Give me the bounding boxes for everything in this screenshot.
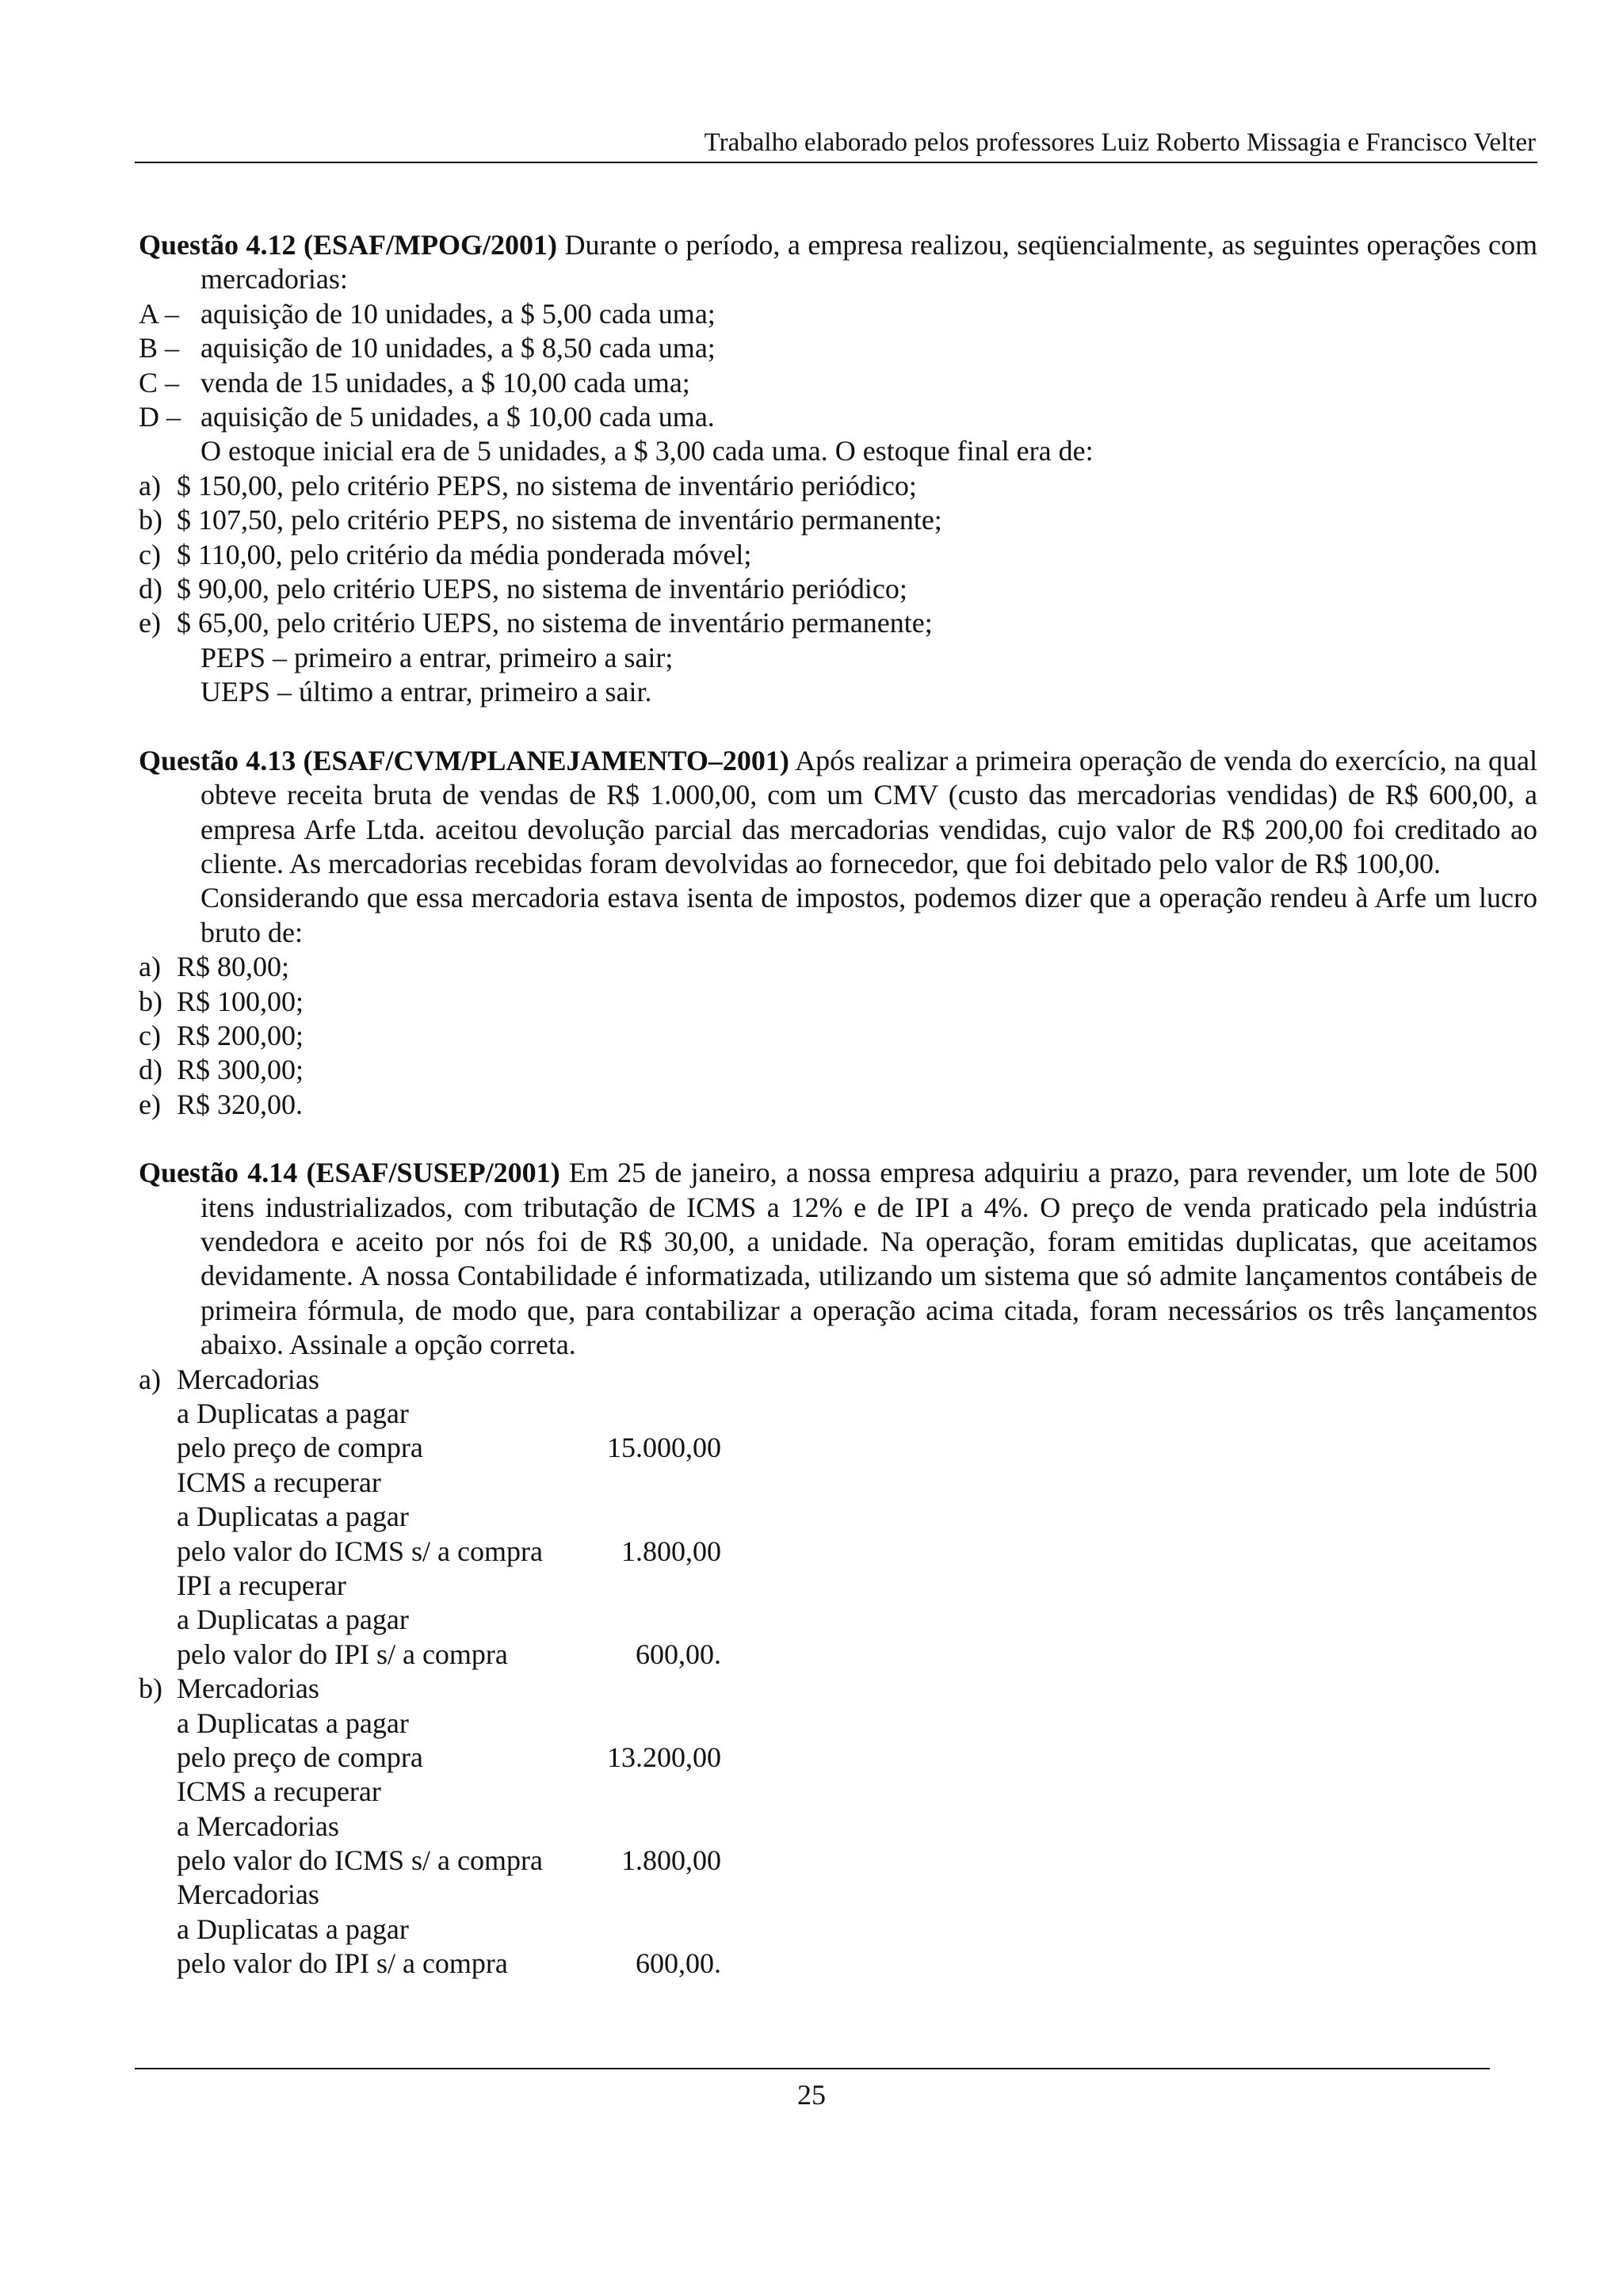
entry-line: a Duplicatas a pagar <box>177 1398 409 1429</box>
answer-option-b: b) R$ 100,00; <box>139 985 304 1017</box>
answer-option-c: c) R$ 200,00; <box>139 1019 304 1051</box>
question-4-14 <box>139 1156 1537 1981</box>
answer-option-d: d) R$ 300,00; <box>139 1054 304 1086</box>
answer-option-e: e) R$ 320,00. <box>139 1088 304 1120</box>
page-content <box>139 228 1537 2016</box>
question-label: Questão 4.14 (ESAF/SUSEP/2001) <box>139 1157 560 1189</box>
entry-line: pelo valor do ICMS s/ a compra 1.800,00 <box>177 1535 721 1567</box>
question-label: Questão 4.13 (ESAF/CVM/PLANEJAMENTO–2001) <box>139 744 789 776</box>
journal-entries-b <box>139 1707 1537 1981</box>
entry-line: ICMS a recuperar <box>177 1466 381 1498</box>
footer-rule <box>135 2068 1490 2069</box>
answer-option-c: c) $ 110,00, pelo critério da média ponderada móvel; <box>139 538 752 570</box>
page-number: 25 <box>797 2079 826 2111</box>
entry-line: ICMS a recuperar <box>177 1775 381 1808</box>
operation-item: D – aquisição de 5 unidades, a $ 10,00 cada uma. <box>139 401 715 433</box>
question-text: Durante o período, a empresa realizou, seqüencialmente, as seguintes operações com mercadorias: <box>200 229 1537 296</box>
entry-line: pelo valor do IPI s/ a compra 600,00. <box>177 1947 721 1980</box>
answer-option-b: b) Mercadorias <box>139 1672 319 1705</box>
entry-line: IPI a recuperar <box>177 1569 346 1601</box>
note-line: PEPS – primeiro a entrar, primeiro a sair; <box>200 641 674 673</box>
question-stem <box>139 1156 1537 1362</box>
answer-option-e: e) $ 65,00, pelo critério UEPS, no sistema de inventário permanente; <box>139 607 933 639</box>
header-rule <box>135 162 1537 163</box>
question-text-continued: Considerando que essa mercadoria estava isenta de impostos, podemos dizer que a operação rendeu à Arfe um lucro bruto de: <box>200 882 1537 948</box>
entry-line: a Duplicatas a pagar <box>177 1707 409 1739</box>
operation-item: B – aquisição de 10 unidades, a $ 8,50 cada uma; <box>139 332 716 364</box>
running-header: Trabalho elaborado pelos professores Luiz Roberto Missagia e Francisco Velter <box>704 128 1536 157</box>
question-stem <box>139 228 1537 297</box>
answer-option-b: b) $ 107,50, pelo critério PEPS, no sistema de inventário permanente; <box>139 504 942 536</box>
answer-option-d: d) $ 90,00, pelo critério UEPS, no sistema de inventário periódico; <box>139 573 907 605</box>
entry-line: pelo preço de compra 13.200,00 <box>177 1741 721 1773</box>
entry-line: a Duplicatas a pagar <box>177 1501 409 1533</box>
question-4-13 <box>139 744 1537 1122</box>
answer-option-a: a) $ 150,00, pelo critério PEPS, no sistema de inventário periódico; <box>139 469 917 502</box>
entry-line: a Duplicatas a pagar <box>177 1913 409 1945</box>
entry-line: Mercadorias <box>177 1878 319 1911</box>
question-4-12 <box>139 228 1537 710</box>
question-label: Questão 4.12 (ESAF/MPOG/2001) <box>139 229 557 261</box>
operation-item: A – aquisição de 10 unidades, a $ 5,00 cada uma; <box>139 297 716 330</box>
answer-option-a: a) Mercadorias <box>139 1363 319 1395</box>
entry-line: pelo valor do IPI s/ a compra 600,00. <box>177 1638 721 1670</box>
entry-line: a Duplicatas a pagar <box>177 1604 409 1636</box>
entry-line: pelo valor do ICMS s/ a compra 1.800,00 <box>177 1844 721 1877</box>
note-line: UEPS – último a entrar, primeiro a sair. <box>200 676 652 708</box>
journal-entries-a <box>139 1397 1537 1672</box>
question-text: Em 25 de janeiro, a nossa empresa adquiriu a prazo, para revender, um lote de 500 itens industrializados, com tributação de ICMS a 12% e de IPI a 4%. O preço de venda praticado pela indústria vendedora e aceito por nós foi de R$ 30,00, a unidade. Na operação, foram emitidas duplicatas, que aceitamos devidamente. A nossa Contabilidade é informatizada, utilizando um sistema que só admite lançamentos contábeis de primeira fórmula, de modo que, para contabilizar a operação acima citada, foram necessários os três lançamentos abaixo. Assinale a opção correta. <box>200 1157 1538 1361</box>
question-intro: O estoque inicial era de 5 unidades, a $ 3,00 cada uma. O estoque final era de: <box>200 435 1094 467</box>
answer-option-a: a) R$ 80,00; <box>139 951 290 983</box>
question-text: Após realizar a primeira operação de venda do exercício, na qual obteve receita bruta de vendas de R$ 1.000,00, com um CMV (custo das mercadorias vendidas) de R$ 600,00, a empresa Arfe Ltda. aceitou devolução parcial das mercadorias vendidas, cujo valor de R$ 200,00 foi creditado ao cliente. As mercadorias recebidas foram devolvidas ao fornecedor, que foi debitado pelo valor de R$ 100,00. <box>200 744 1538 879</box>
entry-line: pelo preço de compra 15.000,00 <box>177 1432 721 1464</box>
question-stem <box>139 744 1537 882</box>
operation-item: C – venda de 15 unidades, a $ 10,00 cada uma; <box>139 366 690 399</box>
entry-line: a Mercadorias <box>177 1810 339 1842</box>
